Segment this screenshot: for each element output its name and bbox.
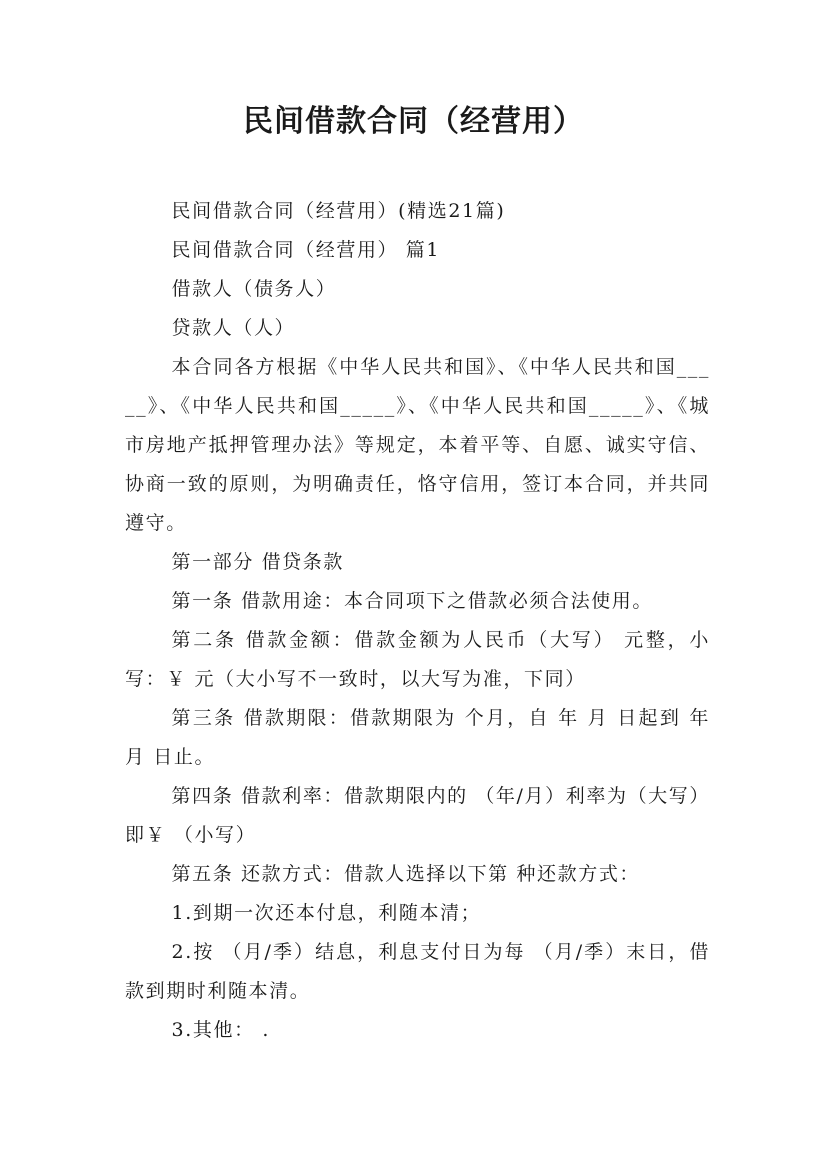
paragraph-option-1: 1.到期一次还本付息，利随本清； xyxy=(171,902,482,924)
paragraph-part-1: 第一部分 借贷条款 xyxy=(171,551,344,573)
paragraph-preamble: 本合同各方根据《中华人民共和国》、《中华人民共和国_____》、《中华人民共和国_____》、《中华人民共和国_____》、《城市房地产抵押管理办法》等规定，本着平等、自愿、诚实守信、协商一致的原则，为明确责任，恪守信用，签订本合同，并共同遵守。 xyxy=(125,356,710,534)
paragraph-option-3: 3.其他： . xyxy=(171,1019,270,1041)
paragraph-article-4: 第四条 借款利率：借款期限内的 （年/月）利率为（大写）即￥ （小写） xyxy=(125,785,710,846)
paragraph-article-1: 第一条 借款用途：本合同项下之借款必须合法使用。 xyxy=(171,590,653,612)
paragraph-contents-heading: 民间借款合同（经营用）(精选21篇) xyxy=(171,200,506,222)
paragraph-article-3: 第三条 借款期限：借款期限为 个月，自 年 月 日起到 年 月 日止。 xyxy=(125,707,710,768)
paragraph-lender: 贷款人（人） xyxy=(171,317,296,339)
paragraph-article-5: 第五条 还款方式：借款人选择以下第 种还款方式： xyxy=(171,863,641,885)
paragraph-article-2: 第二条 借款金额：借款金额为人民币（大写） 元整，小写：￥ 元（大小写不一致时，以大写为准，下同） xyxy=(125,629,710,690)
document-body xyxy=(125,192,710,1050)
paragraph-borrower: 借款人（债务人） xyxy=(171,278,337,300)
paragraph-chapter-1: 民间借款合同（经营用） 篇1 xyxy=(171,239,441,261)
document-title: 民间借款合同（经营用） xyxy=(243,104,584,139)
paragraph-option-2: 2.按 （月/季）结息，利息支付日为每 （月/季）末日，借款到期时利随本清。 xyxy=(125,941,710,1002)
